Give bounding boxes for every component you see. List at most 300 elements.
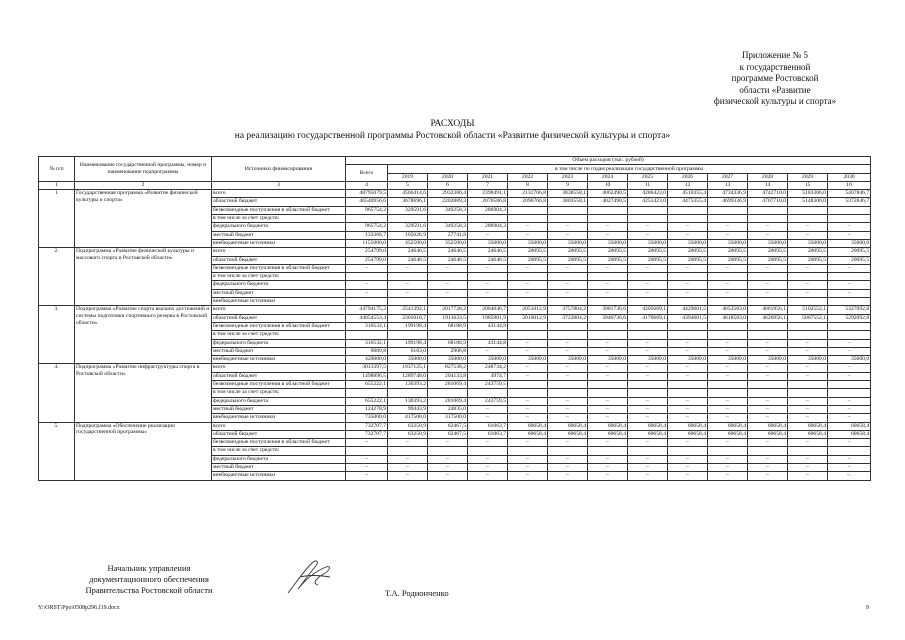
year-value	[788, 273, 828, 281]
funding-source: безвозмездные поступления в областной бюджет	[212, 381, 346, 389]
year-value: –	[788, 264, 828, 272]
year-value	[748, 215, 788, 223]
year-value	[548, 215, 588, 223]
year-value: –	[548, 289, 588, 297]
year-value	[588, 447, 628, 455]
year-value: 329591,6	[388, 223, 428, 231]
year-value	[828, 273, 871, 281]
year-value: 2398491,1	[468, 190, 508, 198]
year-value: 60658,4	[708, 422, 748, 430]
year-value: 20095,5	[508, 248, 548, 256]
year-value: –	[548, 339, 588, 347]
year-value: –	[628, 339, 668, 347]
year-value: 20095,5	[708, 248, 748, 256]
year-value: 24646,5	[388, 256, 428, 264]
year-value	[708, 381, 748, 389]
header-year: 2023	[548, 173, 588, 181]
year-value: –	[668, 372, 708, 380]
program-name: Подпрограмма «Развитие физической культуры и массового спорта в Ростовской области»	[75, 248, 212, 306]
year-value: 24646,5	[428, 248, 468, 256]
total-value: –	[346, 439, 388, 447]
appendix-line: физической культуры и спорта»	[713, 96, 837, 106]
year-value	[708, 389, 748, 397]
year-value	[828, 206, 871, 214]
year-value: –	[788, 439, 828, 447]
year-value	[748, 322, 788, 330]
year-value: 4286423,0	[628, 190, 668, 198]
year-value: –	[508, 414, 548, 422]
program-number: 2.	[39, 248, 75, 306]
year-value: 1937125,1	[388, 364, 428, 372]
year-value: –	[428, 264, 468, 272]
year-value: –	[748, 231, 788, 239]
column-number: 7	[468, 181, 508, 189]
year-value	[668, 331, 708, 339]
header-year: 2021	[468, 173, 508, 181]
funding-source: областной бюджет	[212, 430, 346, 438]
year-value: –	[588, 405, 628, 413]
total-value: 48795079,5	[346, 190, 388, 198]
year-value: 35000,0	[508, 356, 548, 364]
year-value	[788, 331, 828, 339]
year-value: 5327092,8	[828, 306, 871, 314]
year-value: –	[748, 405, 788, 413]
year-value: –	[628, 463, 668, 471]
program-name: Подпрограмма «Развитие инфраструктуры спорта в Ростовской области»	[75, 364, 212, 422]
year-value: 20095,5	[708, 256, 748, 264]
year-value: –	[508, 347, 548, 355]
year-value: –	[828, 397, 871, 405]
year-value: –	[748, 264, 788, 272]
year-value: –	[828, 231, 871, 239]
year-value: –	[468, 439, 508, 447]
year-value: –	[388, 463, 428, 471]
year-value: –	[428, 472, 468, 480]
year-value: –	[588, 264, 628, 272]
year-value: –	[508, 281, 548, 289]
funding-source: всего	[212, 422, 346, 430]
funding-source: безвозмездные поступления в областной бюджет	[212, 322, 346, 330]
year-value: –	[468, 463, 508, 471]
funding-source: внебюджетные источники	[212, 414, 346, 422]
year-value: –	[588, 414, 628, 422]
year-value: 6183,0	[388, 347, 428, 355]
year-value: 4699336,9	[708, 198, 748, 206]
year-value: 4475355,4	[668, 198, 708, 206]
year-value: 20095,5	[588, 248, 628, 256]
year-value: –	[508, 455, 548, 463]
year-value: –	[588, 463, 628, 471]
year-value	[828, 381, 871, 389]
year-value: 35000,0	[548, 239, 588, 247]
total-value: 133368,7	[346, 231, 388, 239]
page-number: 9	[866, 605, 869, 611]
year-value: 60658,4	[788, 430, 828, 438]
year-value: –	[748, 463, 788, 471]
year-value	[708, 215, 748, 223]
header-num: № п/п	[39, 157, 75, 182]
column-number: 8	[508, 181, 548, 189]
year-value	[628, 447, 668, 455]
year-value	[548, 206, 588, 214]
year-value: 62467,5	[428, 422, 468, 430]
year-value: 61063,7	[468, 422, 508, 430]
year-value: –	[508, 405, 548, 413]
total-value: 1155000,0	[346, 239, 388, 247]
year-value: 4170669,1	[628, 314, 668, 322]
funding-source: в том числе за счет средств:	[212, 215, 346, 223]
year-value: 35000,0	[388, 356, 428, 364]
year-value: –	[628, 289, 668, 297]
year-value: 130393,2	[388, 381, 428, 389]
funding-source: в том числе за счет средств:	[212, 447, 346, 455]
year-value	[628, 322, 668, 330]
year-value: 63250,9	[388, 430, 428, 438]
total-value	[346, 389, 388, 397]
year-value: 4062490,5	[588, 190, 628, 198]
year-value: –	[748, 281, 788, 289]
year-value: 60658,4	[588, 422, 628, 430]
year-value	[588, 215, 628, 223]
year-value: –	[788, 472, 828, 480]
year-value: –	[588, 455, 628, 463]
year-value: –	[748, 223, 788, 231]
year-value: 5067552,1	[788, 314, 828, 322]
year-value	[668, 273, 708, 281]
year-value: 199198,4	[388, 339, 428, 347]
funding-source: всего	[212, 364, 346, 372]
year-value: –	[628, 397, 668, 405]
header-year: 2025	[628, 173, 668, 181]
year-value: –	[828, 439, 871, 447]
year-value: –	[748, 472, 788, 480]
funding-source: всего	[212, 248, 346, 256]
year-value: –	[468, 289, 508, 297]
funding-source: федерального бюджета	[212, 339, 346, 347]
year-value: 5407846,7	[828, 190, 871, 198]
year-value: 4394601,5	[668, 314, 708, 322]
year-value: 4653583,0	[708, 306, 748, 314]
funding-source: внебюджетные источники	[212, 298, 346, 306]
year-value: –	[388, 264, 428, 272]
year-value	[628, 389, 668, 397]
year-value: 68188,9	[428, 339, 468, 347]
year-value: –	[428, 281, 468, 289]
appendix-line: Приложение № 5	[742, 50, 808, 60]
year-value: 20095,5	[748, 248, 788, 256]
year-value	[468, 215, 508, 223]
year-value: –	[668, 231, 708, 239]
year-value: 60658,4	[828, 422, 871, 430]
header-volume: Объем расходов (тыс. рублей)	[346, 157, 871, 165]
year-value: –	[708, 364, 748, 372]
year-value: –	[828, 339, 871, 347]
year-value: 35000,0	[628, 239, 668, 247]
year-value: –	[588, 339, 628, 347]
funding-source: местный бюджет	[212, 289, 346, 297]
year-value: 1289748,0	[388, 372, 428, 380]
funding-source: внебюджетные источники	[212, 239, 346, 247]
column-number: 1	[39, 181, 75, 189]
total-value: 735000,0	[346, 414, 388, 422]
year-value: –	[708, 347, 748, 355]
year-value: 2016012,9	[508, 314, 548, 322]
title-heading: РАСХОДЫ	[430, 119, 475, 129]
year-value: –	[468, 281, 508, 289]
year-value: 2064046,7	[468, 306, 508, 314]
year-value: –	[468, 455, 508, 463]
header-year: 2030	[828, 173, 871, 181]
year-value: 35000,0	[828, 239, 871, 247]
year-value: 60658,4	[748, 430, 788, 438]
year-value: –	[468, 231, 508, 239]
total-value: –	[346, 281, 388, 289]
column-number: 5	[388, 181, 428, 189]
year-value: 20095,5	[828, 248, 871, 256]
year-value	[668, 298, 708, 306]
year-value: –	[668, 264, 708, 272]
year-value: 349258,3	[428, 206, 468, 214]
year-value	[708, 206, 748, 214]
program-number: 5.	[39, 422, 75, 480]
year-value	[708, 331, 748, 339]
header-year: 2028	[748, 173, 788, 181]
year-value	[548, 331, 588, 339]
year-value	[548, 389, 588, 397]
year-value	[828, 331, 871, 339]
year-value: 35000,0	[588, 356, 628, 364]
year-value	[748, 447, 788, 455]
year-value: 20095,5	[788, 256, 828, 264]
year-value: –	[508, 463, 548, 471]
year-value	[428, 215, 468, 223]
year-value: –	[788, 364, 828, 372]
year-value: –	[788, 289, 828, 297]
total-value	[346, 273, 388, 281]
position-line: документационного обеспечения	[89, 574, 209, 584]
year-value: –	[548, 281, 588, 289]
year-value: 243759,5	[468, 397, 508, 405]
appendix-line: к государственной	[739, 61, 811, 72]
year-value: –	[428, 463, 468, 471]
year-value	[548, 447, 588, 455]
year-value: 5292092,8	[828, 314, 871, 322]
year-value: –	[828, 455, 871, 463]
year-value: –	[388, 281, 428, 289]
funding-source: местный бюджет	[212, 405, 346, 413]
appendix-line: программе Ростовской	[731, 73, 819, 83]
year-value: –	[628, 439, 668, 447]
year-value: –	[668, 397, 708, 405]
year-value: 130393,2	[388, 397, 428, 405]
year-value: 2131766,8	[508, 190, 548, 198]
year-value	[588, 298, 628, 306]
year-value: –	[828, 223, 871, 231]
year-value	[748, 273, 788, 281]
year-value: 35000,0	[708, 356, 748, 364]
year-value: –	[668, 347, 708, 355]
year-value	[828, 389, 871, 397]
year-value: –	[428, 455, 468, 463]
year-value: –	[588, 347, 628, 355]
year-value: –	[748, 372, 788, 380]
year-value: –	[628, 372, 668, 380]
year-value	[668, 447, 708, 455]
year-value	[708, 298, 748, 306]
funding-source: федерального бюджета	[212, 455, 346, 463]
total-value: 655222,1	[346, 397, 388, 405]
year-value: 317500,0	[428, 414, 468, 422]
funding-source: федерального бюджета	[212, 281, 346, 289]
year-value	[708, 322, 748, 330]
year-value: 5183306,0	[788, 190, 828, 198]
year-value: –	[388, 439, 428, 447]
year-value: –	[588, 281, 628, 289]
year-value: –	[508, 397, 548, 405]
year-value: –	[548, 231, 588, 239]
year-value: –	[628, 472, 668, 480]
funding-source: областной бюджет	[212, 314, 346, 322]
year-value: 35000,0	[468, 239, 508, 247]
total-value: 46540956,6	[346, 198, 388, 206]
year-value: 5102552,1	[788, 306, 828, 314]
year-value: 60658,4	[508, 430, 548, 438]
year-value: –	[588, 231, 628, 239]
year-value: –	[748, 339, 788, 347]
year-value: –	[628, 405, 668, 413]
funding-source: в том числе за счет средств:	[212, 273, 346, 281]
year-value: –	[628, 231, 668, 239]
year-value: –	[588, 439, 628, 447]
year-value: 99443,9	[388, 405, 428, 413]
column-number: 11	[628, 181, 668, 189]
year-value	[748, 381, 788, 389]
total-value	[346, 298, 388, 306]
year-value	[468, 389, 508, 397]
year-value: –	[708, 281, 748, 289]
year-value: 199198,4	[388, 322, 428, 330]
year-value: 2541392,1	[388, 306, 428, 314]
header-year: 2022	[508, 173, 548, 181]
year-value: 35000,0	[748, 239, 788, 247]
year-value: 4510355,4	[668, 190, 708, 198]
appendix-line: области «Развитие	[739, 84, 811, 95]
funding-source: местный бюджет	[212, 231, 346, 239]
funding-source: местный бюджет	[212, 347, 346, 355]
table-row	[39, 422, 871, 430]
year-value: –	[548, 397, 588, 405]
year-value: 20095,5	[548, 248, 588, 256]
year-value	[508, 206, 548, 214]
year-value: 35000,0	[428, 356, 468, 364]
year-value: –	[548, 364, 588, 372]
total-value: 9089,8	[346, 347, 388, 355]
year-value: 35000,0	[588, 239, 628, 247]
year-value: –	[708, 439, 748, 447]
year-value: –	[548, 439, 588, 447]
year-value: 4707710,0	[748, 198, 788, 206]
year-value: 60658,4	[668, 422, 708, 430]
year-value: –	[548, 455, 588, 463]
year-value: 1985901,9	[468, 314, 508, 322]
year-value	[628, 331, 668, 339]
year-value: –	[628, 281, 668, 289]
signer-position	[34, 563, 264, 596]
year-value: 2202889,3	[428, 198, 468, 206]
year-value: 4618583,0	[708, 314, 748, 322]
year-value: –	[748, 397, 788, 405]
total-value: –	[346, 472, 388, 480]
total-value: 44054553,4	[346, 314, 388, 322]
year-value: –	[828, 405, 871, 413]
year-value: 60658,4	[828, 430, 871, 438]
year-value	[628, 215, 668, 223]
year-value: 3803558,1	[548, 198, 588, 206]
year-value: –	[748, 414, 788, 422]
year-value: 24646,5	[388, 248, 428, 256]
year-value: –	[548, 372, 588, 380]
year-value	[388, 215, 428, 223]
year-value	[668, 381, 708, 389]
year-value: –	[548, 347, 588, 355]
year-value: 24646,5	[468, 248, 508, 256]
year-value: 43144,8	[468, 339, 508, 347]
year-value	[388, 447, 428, 455]
year-value: 2051012,9	[508, 306, 548, 314]
year-value	[628, 381, 668, 389]
year-value: 60658,4	[628, 422, 668, 430]
year-value: –.	[828, 472, 871, 480]
funding-source: в том числе за счет средств:	[212, 389, 346, 397]
year-value: –	[388, 472, 428, 480]
year-value: 4251423,0	[628, 198, 668, 206]
year-value: –	[788, 405, 828, 413]
year-value: –	[508, 289, 548, 297]
year-value: 417500,0	[388, 414, 428, 422]
total-value: –	[346, 463, 388, 471]
column-number: 14	[748, 181, 788, 189]
year-value	[788, 215, 828, 223]
year-value	[628, 273, 668, 281]
year-value: 20095,5	[628, 256, 668, 264]
year-value: 20095,5	[668, 256, 708, 264]
total-value: 965754,2	[346, 223, 388, 231]
year-value: –	[468, 472, 508, 480]
year-value: 20095,5	[828, 256, 871, 264]
year-value: –	[668, 414, 708, 422]
total-value	[346, 447, 388, 455]
year-value: 5372846,7	[828, 198, 871, 206]
year-value	[828, 298, 871, 306]
year-value: –	[548, 223, 588, 231]
year-value	[668, 206, 708, 214]
year-value: 35000,0	[828, 356, 871, 364]
year-value	[588, 206, 628, 214]
year-value	[548, 381, 588, 389]
year-value: –	[628, 364, 668, 372]
year-value: 4566414,6	[388, 190, 428, 198]
year-value	[508, 273, 548, 281]
year-value: –	[388, 289, 428, 297]
year-value: 4205669,1	[628, 306, 668, 314]
year-value: –	[628, 264, 668, 272]
year-value: 4429601,5	[668, 306, 708, 314]
year-value: –	[748, 347, 788, 355]
column-number: 12	[668, 181, 708, 189]
year-value: –	[668, 405, 708, 413]
year-value: –	[668, 281, 708, 289]
column-number: 6	[428, 181, 468, 189]
